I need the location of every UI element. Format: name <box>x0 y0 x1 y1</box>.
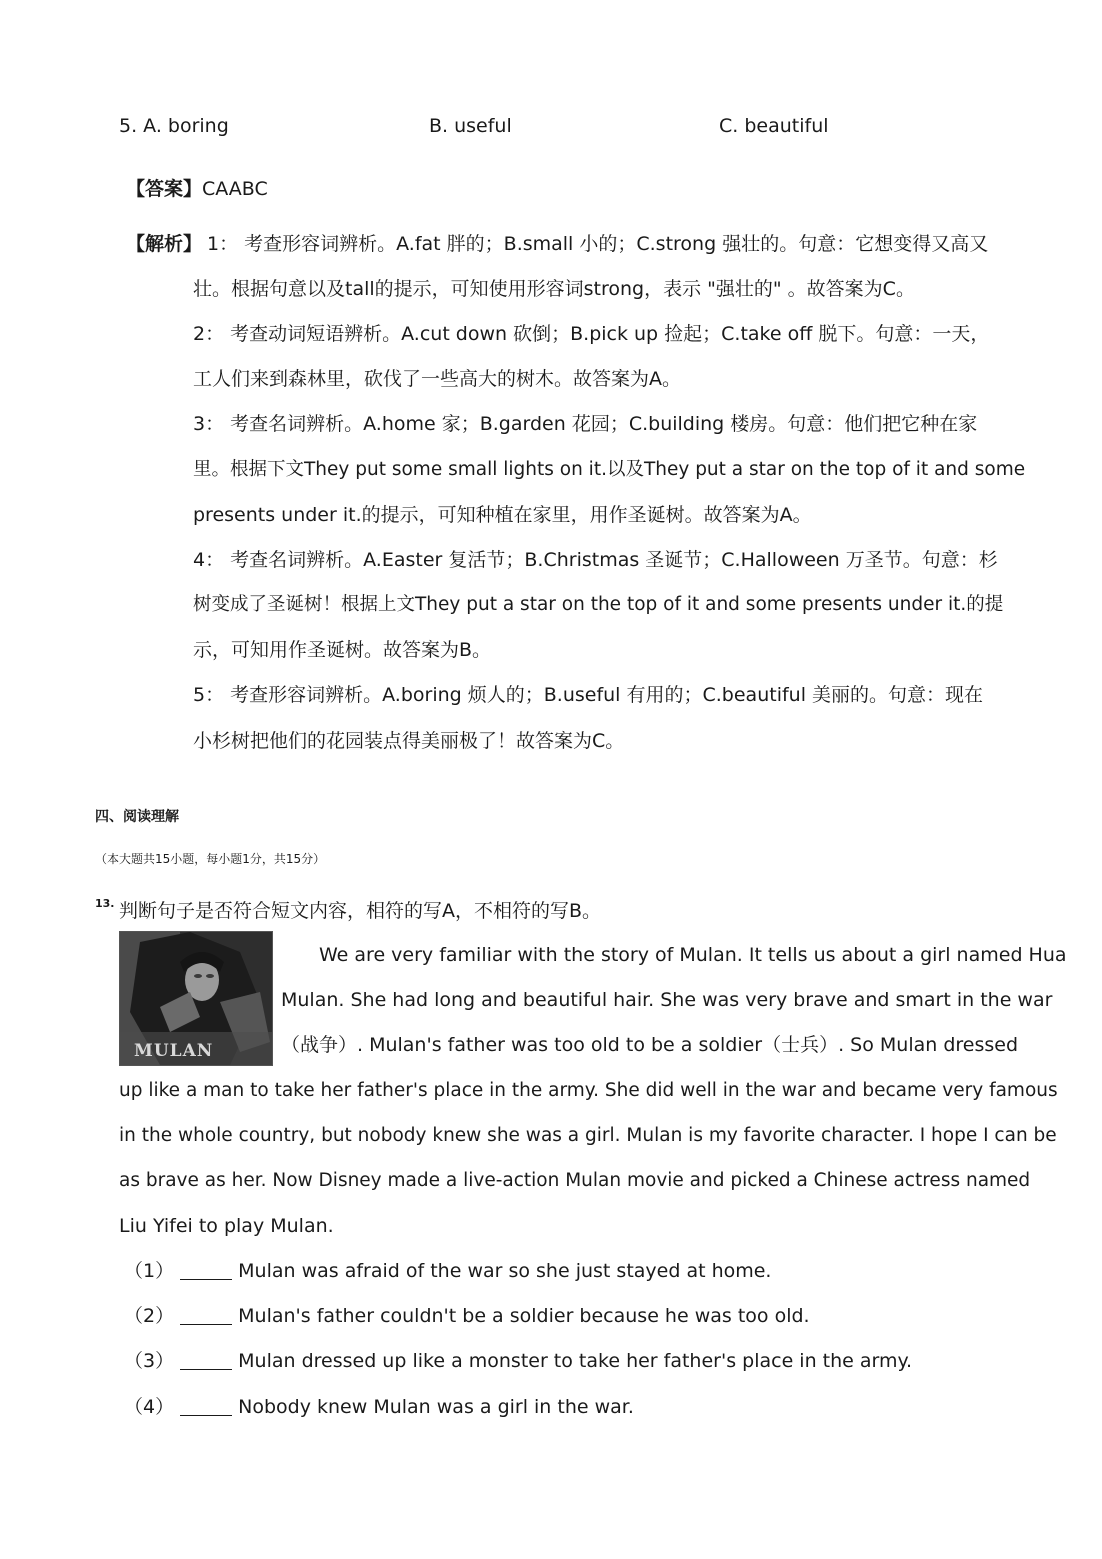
passage-line: as brave as her. Now Disney made a live-action Mulan movie and picked a Chinese actress named <box>119 1170 1031 1191</box>
sub-question-text: Mulan's father couldn't be a soldier because he was too old. <box>238 1305 810 1327</box>
passage-line: Mulan. She had long and beautiful hair. She was very brave and smart in the war <box>281 989 1053 1011</box>
analysis-line: 树变成了圣诞树！根据上文They put a star on the top of it and some presents under it.的提 <box>193 594 1004 615</box>
sub-question-1 <box>124 1259 771 1283</box>
sub-question-text: Nobody knew Mulan was a girl in the war. <box>238 1396 634 1418</box>
sub-question-3 <box>124 1349 912 1373</box>
analysis-line: presents under it.的提示，可知种植在家里，用作圣诞树。故答案为A。 <box>193 504 812 526</box>
section-title: 四、阅读理解 <box>95 809 179 825</box>
poster-caption: MULAN <box>134 1041 214 1061</box>
analysis-line: 2： 考查动词短语辨析。A.cut down 砍倒；B.pick up 捡起；C.take off 脱下。句意：一天， <box>193 323 990 345</box>
sub-question-number: （2） <box>124 1305 175 1327</box>
analysis-line: 4： 考查名词辨析。A.Easter 复活节；B.Christmas 圣诞节；C.Halloween 万圣节。句意：杉 <box>193 549 998 571</box>
q5-option-b: B. useful <box>429 115 512 137</box>
passage-line: We are very familiar with the story of Mulan. It tells us about a girl named Hua <box>319 944 1067 966</box>
answer-label: 【答案】 <box>126 178 203 200</box>
sub-question-number: （4） <box>124 1396 175 1418</box>
answer-blank[interactable] <box>180 1278 232 1280</box>
sub-question-4 <box>124 1395 634 1419</box>
passage-line: in the whole country, but nobody knew she was a girl. Mulan is my favorite character. I hope I can be <box>119 1125 1057 1146</box>
analysis-line: 里。根据下文They put some small lights on it.以及They put a star on the top of it and some <box>193 459 1026 480</box>
analysis-line: 示，可知用作圣诞树。故答案为B。 <box>193 639 492 661</box>
q5-option-c: C. beautiful <box>719 115 829 137</box>
sub-question-2 <box>124 1304 810 1328</box>
analysis-line: 3： 考查名词辨析。A.home 家；B.garden 花园；C.building 楼房。句意：他们把它种在家 <box>193 413 978 435</box>
q5-option-a: 5. A. boring <box>119 115 229 137</box>
analysis-line: 壮。根据句意以及tall的提示，可知使用形容词strong，表示 "强壮的" 。故答案为C。 <box>193 278 915 300</box>
passage-line: （战争）. Mulan's father was too old to be a soldier（士兵）. So Mulan dressed <box>281 1034 1019 1056</box>
sub-question-text: Mulan was afraid of the war so she just stayed at home. <box>238 1260 772 1282</box>
passage-line: up like a man to take her father's place in the army. She did well in the war and became very famous <box>119 1080 1058 1101</box>
sub-question-number: （3） <box>124 1350 175 1372</box>
answer-value: CAABC <box>202 178 268 200</box>
mulan-poster-image <box>119 931 273 1066</box>
analysis-line: 小杉树把他们的花园装点得美丽极了！故答案为C。 <box>193 730 625 752</box>
analysis-line: 工人们来到森林里，砍伐了一些高大的树木。故答案为A。 <box>193 368 681 390</box>
question-number: 13. <box>95 897 115 910</box>
sub-question-number: （1） <box>124 1260 175 1282</box>
analysis-line: 1： 考查形容词辨析。A.fat 胖的；B.small 小的；C.strong 强壮的。句意：它想变得又高又 <box>207 233 989 255</box>
answer-blank[interactable] <box>180 1323 232 1325</box>
analysis-line: 5： 考查形容词辨析。A.boring 烦人的；B.useful 有用的；C.beautiful 美丽的。句意：现在 <box>193 684 984 706</box>
sub-question-text: Mulan dressed up like a monster to take her father's place in the army. <box>238 1350 913 1372</box>
question-instruction: 判断句子是否符合短文内容，相符的写A，不相符的写B。 <box>119 900 602 922</box>
answer-blank[interactable] <box>180 1414 232 1416</box>
analysis-label: 【解析】 <box>126 233 203 255</box>
passage-line: Liu Yifei to play Mulan. <box>119 1215 334 1237</box>
section-note: （本大题共15小题，每小题1分，共15分） <box>95 852 326 866</box>
answer-blank[interactable] <box>180 1368 232 1370</box>
answer-block <box>126 177 268 201</box>
